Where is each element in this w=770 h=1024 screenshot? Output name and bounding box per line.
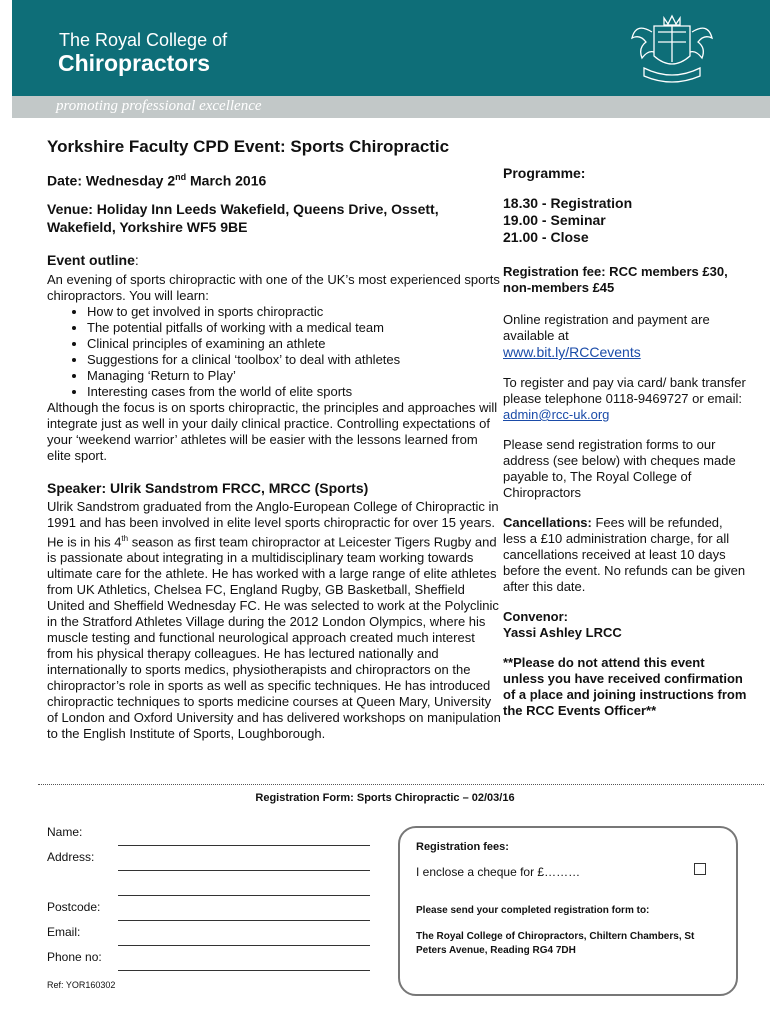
tagline-band — [12, 96, 770, 118]
event-title: Yorkshire Faculty CPD Event: Sports Chiropractic — [47, 137, 450, 156]
list-item: • Clinical principles of examining an athlete — [87, 336, 502, 352]
send-form-heading: Please send your completed registration form to: — [416, 905, 650, 916]
speaker-bio — [47, 499, 502, 742]
cancellations — [503, 515, 748, 595]
list-item: • The potential pitfalls of working with a medical team — [87, 320, 502, 336]
event-venue: Venue: Holiday Inn Leeds Wakefield, Queens Drive, Ossett, Wakefield, Yorkshire WF5 9BE — [47, 201, 439, 235]
convenor-name: Yassi Ashley LRCC — [503, 625, 622, 640]
list-item: • Managing ‘Return to Play’ — [87, 368, 502, 384]
convenor-label: Convenor: — [503, 609, 568, 624]
tagline: promoting professional excellence — [56, 98, 262, 114]
cheque-checkbox[interactable] — [694, 863, 706, 875]
attendance-notice: **Please do not attend this event unless you have received confirmation of a place and joining instructions from the RCC Events Officer** — [503, 655, 747, 718]
name-field[interactable] — [118, 845, 370, 846]
bio-part1: Ulrik Sandstrom graduated from the Anglo-European College of Chiropractic in 1991 and has been involved in elite level sports chiropractic for over 15 years. He is in his 4 — [47, 499, 499, 550]
cancellations-text: Fees will be refunded, less a £10 administration charge, for all cancellations received at least 10 days before the event. No refunds can be given after this date. — [503, 515, 746, 594]
outline-intro: An evening of sports chiropractic with one of the UK’s most experienced sports chiropractors. You will learn: — [47, 272, 500, 303]
admin-email-link[interactable]: admin@rcc-uk.org — [503, 407, 610, 422]
date-month-year: March 2016 — [186, 172, 267, 189]
registration-form-title: Registration Form: Sports Chiropractic – 02/03/16 — [255, 792, 515, 804]
event-outline-heading — [47, 252, 139, 268]
online-text: Online registration and payment are available at — [503, 312, 710, 343]
cheque-text: I enclose a cheque for £……… — [416, 865, 581, 879]
programme-heading: Programme: — [503, 165, 586, 181]
reference-code: Ref: YOR160302 — [47, 980, 116, 990]
events-link[interactable]: www.bit.ly/RCCevents — [503, 344, 641, 360]
address-label: Address: — [47, 850, 95, 864]
event-date — [47, 172, 266, 189]
postcode-label: Postcode: — [47, 900, 101, 914]
email-label: Email: — [47, 925, 81, 939]
registration-fees-box — [398, 826, 738, 996]
programme-item: 18.30 - Registration — [503, 195, 633, 211]
address-field-line2[interactable] — [118, 895, 370, 896]
phone-field[interactable] — [118, 970, 370, 971]
phone-registration — [503, 375, 748, 423]
phone-text: To register and pay via card/ bank transfer please telephone 0118-9469727 or email: — [503, 375, 746, 406]
online-registration — [503, 312, 748, 361]
divider — [38, 784, 764, 785]
list-item: • Suggestions for a clinical ‘toolbox’ to deal with athletes — [87, 352, 502, 368]
bio-part2: season as first team chiropractor at Leicester Tigers Rugby and is passionate about integrating in a multidisciplinary team working towards ultimate care for the athlete. He has worked with a large range of elite athletes from UK Athletics, Chelsea FC, England Rugby, GB Basketball, Sheffield United and Sheffield Wednesday FC. He was selected to work at the Polyclinic in the Stratford Athletes Village during the 2012 London Olympics, where his muscle testing and functional neurological approach created much interest from his physical therapy colleagues. He has lectured nationally and internationally to sports medics, physiotherapists and chiropractors on the chiropractor’s role in sports as well as specific techniques. He has introduced chiropractic techniques to sports medicine courses at Queen Mary, University of London and Oxford University and has delivered workshops on manipulation to the English Institute of Sports, Loughborough. — [47, 534, 501, 742]
date-suffix-sup: nd — [175, 172, 187, 182]
registration-fee: Registration fee: RCC members £30, non-members £45 — [503, 264, 728, 295]
cancellations-label: Cancellations: — [503, 515, 592, 530]
list-item: • How to get involved in sports chiropractic — [87, 304, 502, 320]
crest-logo-icon — [624, 12, 720, 88]
list-item: • Interesting cases from the world of elite sports — [87, 384, 502, 400]
speaker-heading: Speaker: Ulrik Sandstrom FRCC, MRCC (Sports) — [47, 480, 369, 496]
learning-list — [47, 304, 502, 400]
phone-label: Phone no: — [47, 950, 102, 964]
bio-sup: th — [121, 534, 129, 543]
org-name-line1: The Royal College of — [59, 30, 228, 50]
org-name-line2: Chiropractors — [58, 50, 211, 76]
programme-column — [503, 165, 748, 733]
email-field[interactable] — [118, 945, 370, 946]
name-label: Name: — [47, 825, 83, 839]
outline-heading-text: Event outline — [47, 252, 135, 268]
programme-item: 21.00 - Close — [503, 229, 589, 245]
outline-heading-colon: : — [134, 252, 139, 268]
convenor — [503, 609, 748, 641]
college-address: The Royal College of Chiropractors, Chiltern Chambers, St Peters Avenue, Reading RG4 7DH — [416, 931, 695, 956]
programme-item: 19.00 - Seminar — [503, 212, 606, 228]
event-outline — [47, 272, 502, 464]
programme-list — [503, 195, 748, 246]
header-banner — [12, 0, 770, 118]
send-forms-text: Please send registration forms to our address (see below) with cheques made payable to, The Royal College of Chiropractors — [503, 437, 736, 500]
postcode-field[interactable] — [118, 920, 370, 921]
address-field[interactable] — [118, 870, 370, 871]
date-prefix: Date: Wednesday 2 — [47, 172, 176, 189]
fees-heading: Registration fees: — [416, 841, 509, 853]
outline-closing: Although the focus is on sports chiropractic, the principles and approaches will integrate just as well in your daily clinical practice. Controlling expectations of your ‘weekend warrior’ athletes will be easier with the lessons learned from elite sport. — [47, 400, 498, 463]
